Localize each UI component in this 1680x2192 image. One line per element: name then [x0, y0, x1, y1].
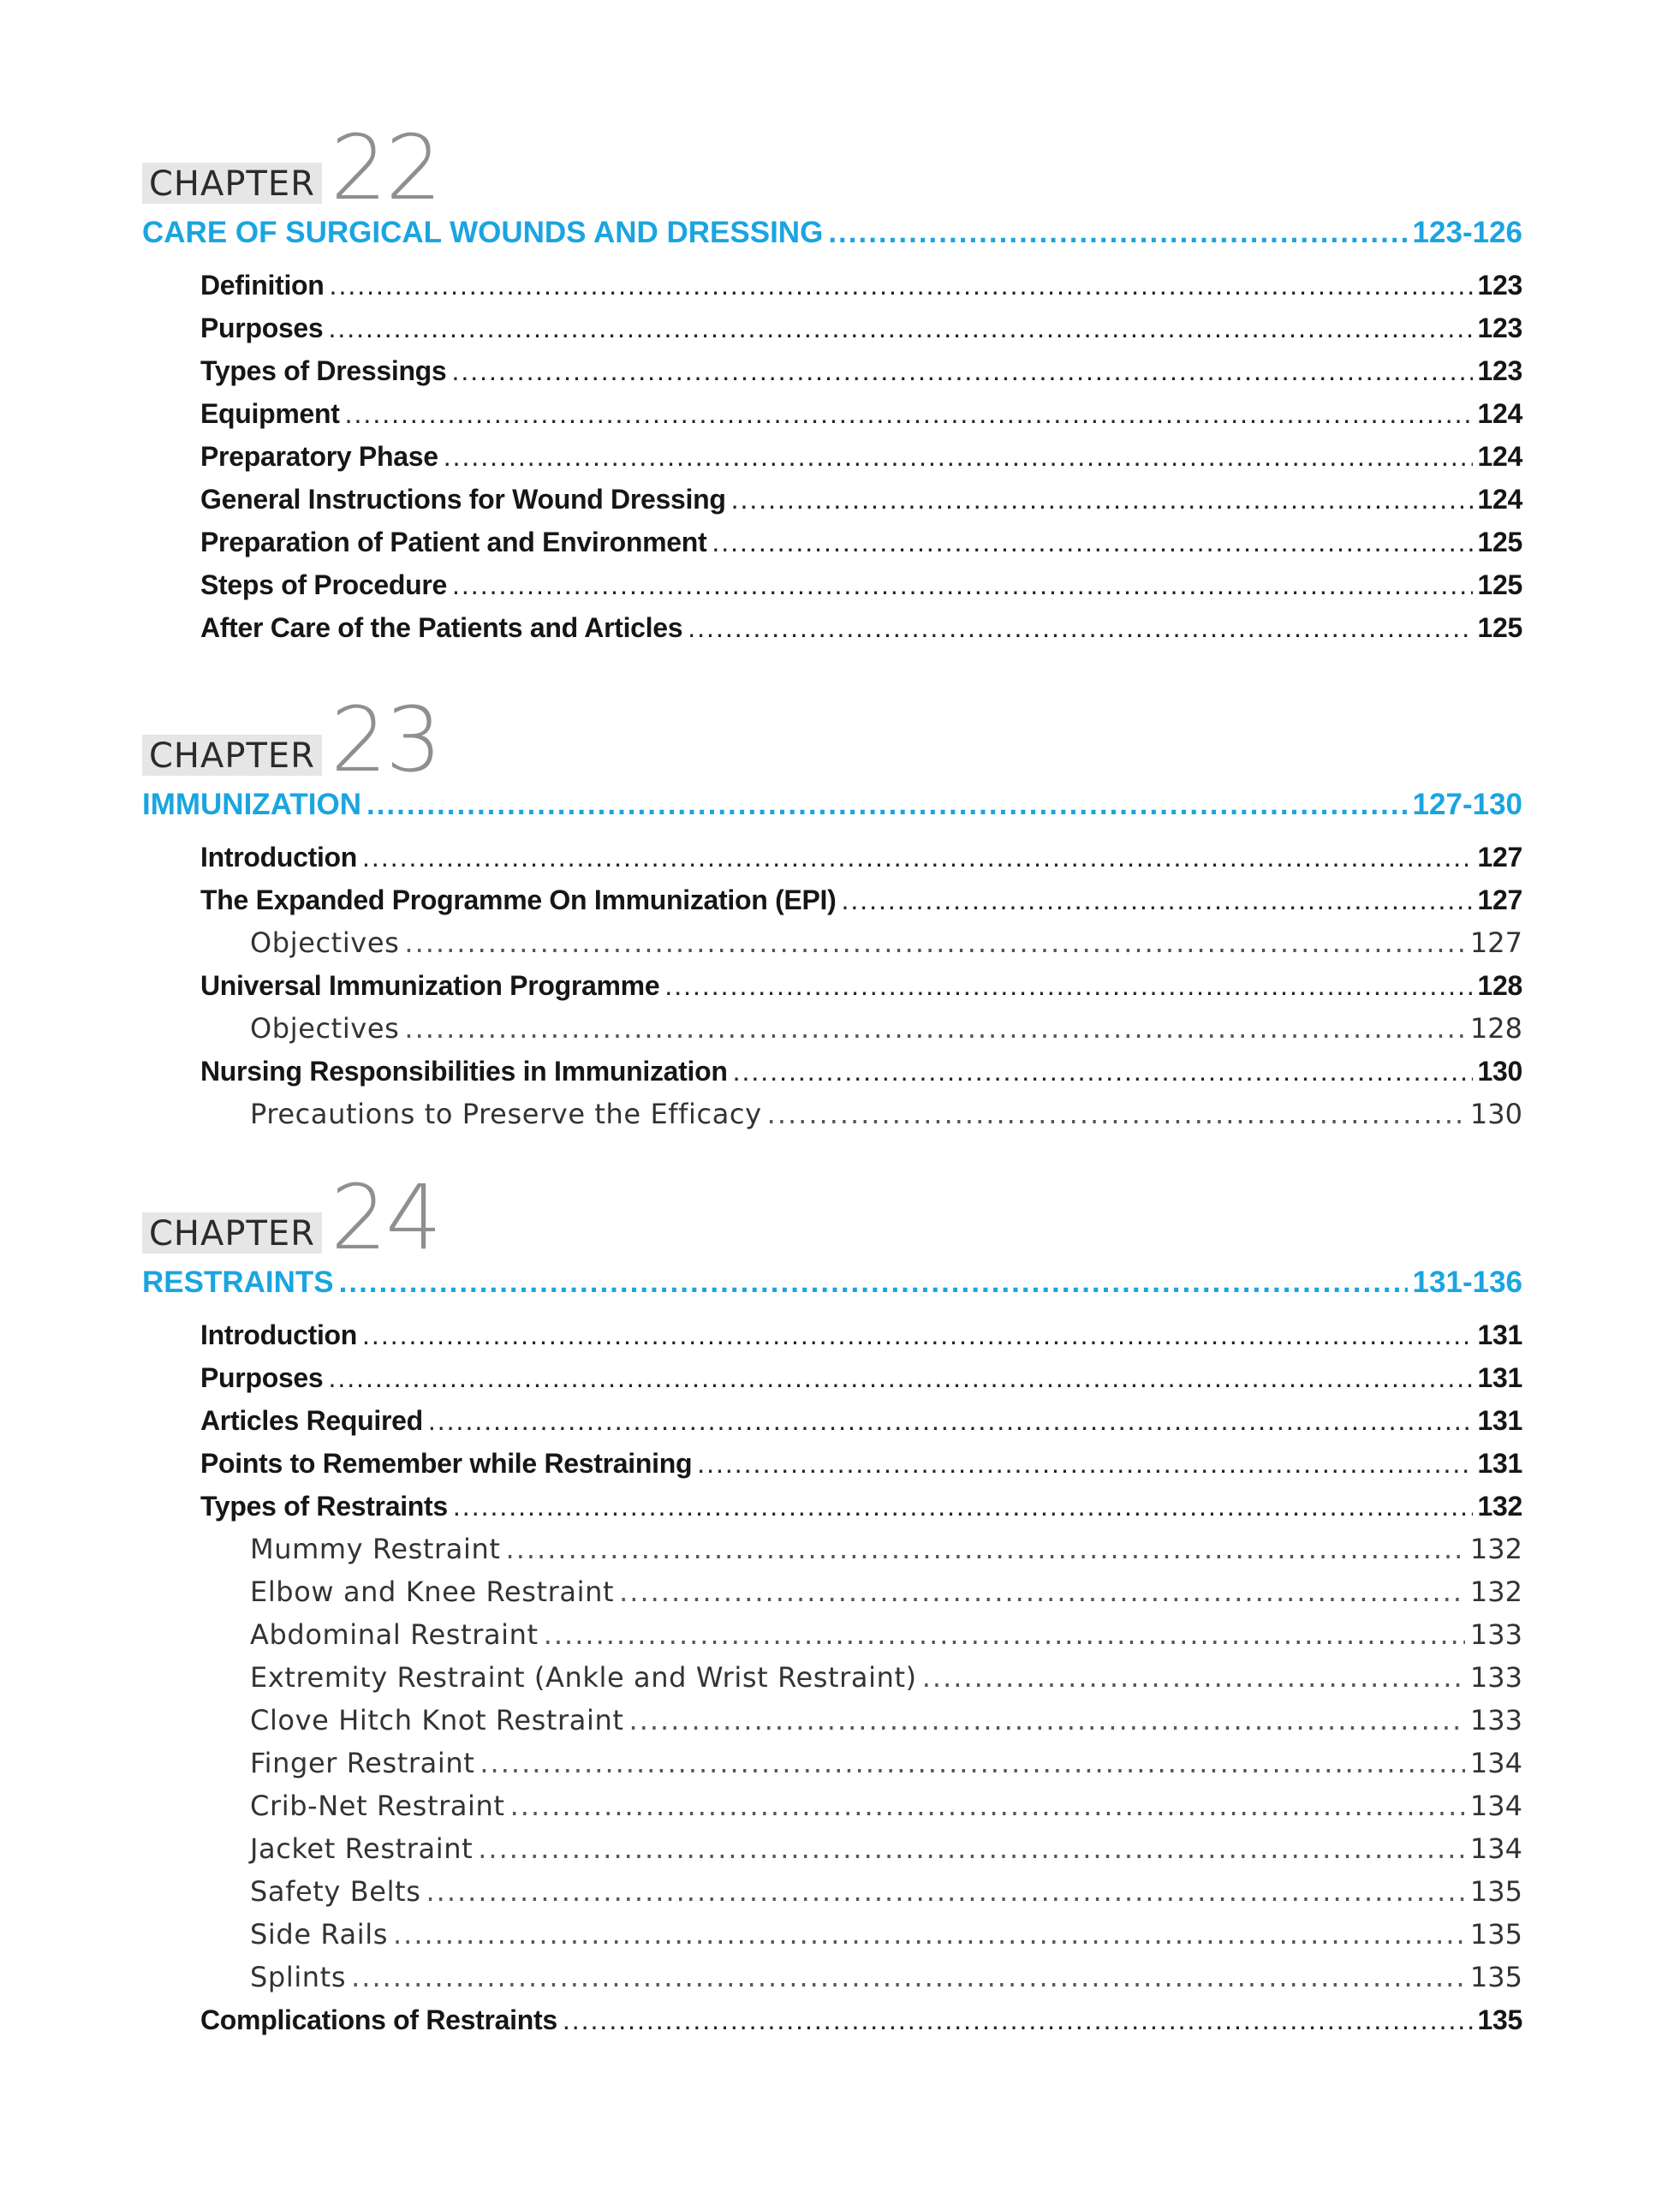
toc-entry[interactable] [200, 1442, 1522, 1485]
entry-label: Points to Remember while Restraining [200, 1448, 693, 1479]
subentry-page: 128 [1469, 1012, 1522, 1045]
toc-entry[interactable] [200, 435, 1522, 478]
toc-entry[interactable] [200, 478, 1522, 521]
leader-dots [345, 392, 1473, 435]
entry-label: The Expanded Programme On Immunization (EPI) [200, 885, 837, 915]
subentry-page: 135 [1469, 1918, 1522, 1951]
entry-label: Definition [200, 270, 325, 301]
entry-label: Nursing Responsibilities in Immunization [200, 1056, 728, 1087]
leader-dots [362, 1313, 1472, 1356]
chapter-title-row[interactable] [142, 1259, 1522, 1307]
chapter-heading [142, 688, 1522, 792]
chapter-heading [142, 1165, 1522, 1270]
toc-entry[interactable] [200, 1998, 1522, 2041]
entry-label: Purposes [200, 313, 324, 343]
leader-dots [426, 1870, 1464, 1913]
toc-subentry[interactable] [200, 1913, 1522, 1956]
toc-subentry[interactable] [200, 921, 1522, 964]
toc-entry[interactable] [200, 392, 1522, 435]
leader-dots [478, 1827, 1465, 1870]
toc-entry[interactable] [200, 836, 1522, 879]
toc-entry[interactable] [200, 1356, 1522, 1399]
chapter-number: 23 [331, 688, 441, 792]
entry-page: 135 [1477, 2004, 1522, 2035]
toc-entry[interactable] [200, 964, 1522, 1007]
chapter-page-range: 123-126 [1412, 216, 1522, 249]
subentry-page: 130 [1469, 1098, 1522, 1130]
entry-label: Types of Restraints [200, 1491, 448, 1522]
leader-dots [339, 1259, 1408, 1307]
chapter-title: CARE OF SURGICAL WOUNDS AND DRESSING [142, 216, 824, 249]
toc-subentry[interactable] [200, 1570, 1522, 1613]
chapter-number: 22 [331, 116, 441, 220]
subentry-page: 134 [1469, 1790, 1522, 1822]
entry-list [142, 1313, 1522, 2041]
subentry-page: 133 [1469, 1704, 1522, 1736]
subentry-label: Precautions to Preserve the Efficacy [250, 1098, 762, 1130]
toc-subentry[interactable] [200, 1528, 1522, 1570]
entry-page: 124 [1477, 398, 1522, 429]
chapter-label: CHAPTER [142, 163, 322, 204]
subentry-label: Elbow and Knee Restraint [250, 1576, 615, 1608]
chapter-label: CHAPTER [142, 1212, 322, 1254]
toc-entry[interactable] [200, 1485, 1522, 1528]
leader-dots [767, 1093, 1465, 1135]
subentry-label: Extremity Restraint (Ankle and Wrist Restraint) [250, 1661, 917, 1694]
leader-dots [510, 1784, 1465, 1827]
entry-page: 130 [1477, 1056, 1522, 1087]
leader-dots [544, 1613, 1465, 1656]
chapter-title: IMMUNIZATION [142, 788, 361, 821]
toc-entry[interactable] [200, 521, 1522, 563]
entry-page: 127 [1477, 842, 1522, 873]
toc-subentry[interactable] [200, 1827, 1522, 1870]
chapter-page-range: 127-130 [1412, 788, 1522, 821]
leader-dots [619, 1570, 1465, 1613]
toc-subentry[interactable] [200, 1656, 1522, 1699]
leader-dots [664, 964, 1472, 1007]
entry-label: General Instructions for Wound Dressing [200, 484, 726, 515]
toc-entry[interactable] [200, 307, 1522, 349]
entry-page: 123 [1477, 270, 1522, 301]
subentry-page: 132 [1469, 1533, 1522, 1565]
entry-label: Types of Dressings [200, 355, 447, 386]
leader-dots [362, 836, 1472, 879]
subentry-label: Finger Restraint [250, 1747, 475, 1779]
leader-dots [393, 1913, 1465, 1956]
leader-dots [330, 264, 1473, 307]
subentry-page: 133 [1469, 1618, 1522, 1651]
subentry-page: 135 [1469, 1875, 1522, 1908]
subentry-label: Mummy Restraint [250, 1533, 501, 1565]
leader-dots [731, 478, 1473, 521]
entry-page: 128 [1477, 970, 1522, 1001]
subentry-page: 134 [1469, 1832, 1522, 1865]
subentry-label: Jacket Restraint [250, 1832, 474, 1865]
leader-dots [563, 1998, 1473, 2041]
leader-dots [451, 349, 1472, 392]
leader-dots [733, 1050, 1473, 1093]
entry-page: 124 [1477, 441, 1522, 472]
leader-dots [328, 1356, 1472, 1399]
entry-label: Steps of Procedure [200, 569, 448, 600]
entry-page: 125 [1477, 569, 1522, 600]
chapter-number: 24 [331, 1165, 441, 1270]
leader-dots [328, 307, 1472, 349]
leader-dots [506, 1528, 1465, 1570]
toc-entry[interactable] [200, 1313, 1522, 1356]
chapter-23 [142, 688, 1522, 1135]
toc-subentry[interactable] [200, 1007, 1522, 1050]
table-of-contents [142, 116, 1522, 2041]
chapter-title-row[interactable] [142, 209, 1522, 257]
toc-entry[interactable] [200, 563, 1522, 606]
entry-label: After Care of the Patients and Articles [200, 612, 683, 643]
entry-page: 127 [1477, 885, 1522, 915]
chapter-label: CHAPTER [142, 735, 322, 776]
leader-dots [366, 781, 1408, 829]
toc-entry[interactable] [200, 606, 1522, 649]
subentry-page: 134 [1469, 1747, 1522, 1779]
entry-page: 124 [1477, 484, 1522, 515]
leader-dots [697, 1442, 1472, 1485]
toc-entry[interactable] [200, 1050, 1522, 1093]
subentry-label: Abdominal Restraint [250, 1618, 539, 1651]
entry-label: Introduction [200, 1319, 358, 1350]
leader-dots [404, 1007, 1465, 1050]
entry-label: Universal Immunization Programme [200, 970, 660, 1001]
toc-subentry[interactable] [200, 1956, 1522, 1998]
toc-subentry[interactable] [200, 1784, 1522, 1827]
entry-page: 131 [1477, 1319, 1522, 1350]
entry-label: Introduction [200, 842, 358, 873]
toc-entry[interactable] [200, 349, 1522, 392]
chapter-heading [142, 116, 1522, 220]
entry-page: 131 [1477, 1362, 1522, 1393]
entry-page: 123 [1477, 313, 1522, 343]
entry-page: 123 [1477, 355, 1522, 386]
subentry-page: 133 [1469, 1661, 1522, 1694]
entry-label: Purposes [200, 1362, 324, 1393]
chapter-24 [142, 1165, 1522, 2041]
entry-label: Equipment [200, 398, 340, 429]
leader-dots [444, 435, 1473, 478]
subentry-label: Safety Belts [250, 1875, 421, 1908]
subentry-page: 135 [1469, 1961, 1522, 1993]
toc-entry[interactable] [200, 1399, 1522, 1442]
toc-subentry[interactable] [200, 1699, 1522, 1742]
toc-subentry[interactable] [200, 1093, 1522, 1135]
subentry-page: 132 [1469, 1576, 1522, 1608]
subentry-label: Side Rails [250, 1918, 388, 1951]
leader-dots [452, 563, 1472, 606]
entry-page: 131 [1477, 1448, 1522, 1479]
subentry-label: Crib-Net Restraint [250, 1790, 505, 1822]
subentry-label: Splints [250, 1961, 347, 1993]
subentry-label: Objectives [250, 926, 400, 959]
entry-label: Preparatory Phase [200, 441, 438, 472]
chapter-title: RESTRAINTS [142, 1266, 334, 1299]
subentry-label: Clove Hitch Knot Restraint [250, 1704, 624, 1736]
entry-label: Articles Required [200, 1405, 423, 1436]
chapter-22 [142, 116, 1522, 649]
entry-page: 125 [1477, 527, 1522, 557]
chapter-page-range: 131-136 [1412, 1266, 1522, 1299]
leader-dots [828, 209, 1407, 257]
toc-subentry[interactable] [200, 1613, 1522, 1656]
leader-dots [688, 606, 1472, 649]
leader-dots [480, 1742, 1465, 1784]
toc-entry[interactable] [200, 879, 1522, 921]
toc-subentry[interactable] [200, 1742, 1522, 1784]
entry-label: Complications of Restraints [200, 2004, 557, 2035]
entry-page: 125 [1477, 612, 1522, 643]
entry-list [142, 836, 1522, 1135]
leader-dots [404, 921, 1465, 964]
subentry-label: Objectives [250, 1012, 400, 1045]
leader-dots [428, 1399, 1473, 1442]
leader-dots [351, 1956, 1465, 1998]
entry-page: 132 [1477, 1491, 1522, 1522]
subentry-page: 127 [1469, 926, 1522, 959]
entry-list [142, 264, 1522, 649]
leader-dots [922, 1656, 1465, 1699]
leader-dots [841, 879, 1472, 921]
entry-page: 131 [1477, 1405, 1522, 1436]
leader-dots [629, 1699, 1465, 1742]
leader-dots [453, 1485, 1473, 1528]
toc-entry[interactable] [200, 264, 1522, 307]
leader-dots [712, 521, 1472, 563]
chapter-title-row[interactable] [142, 781, 1522, 829]
toc-subentry[interactable] [200, 1870, 1522, 1913]
entry-label: Preparation of Patient and Environment [200, 527, 707, 557]
